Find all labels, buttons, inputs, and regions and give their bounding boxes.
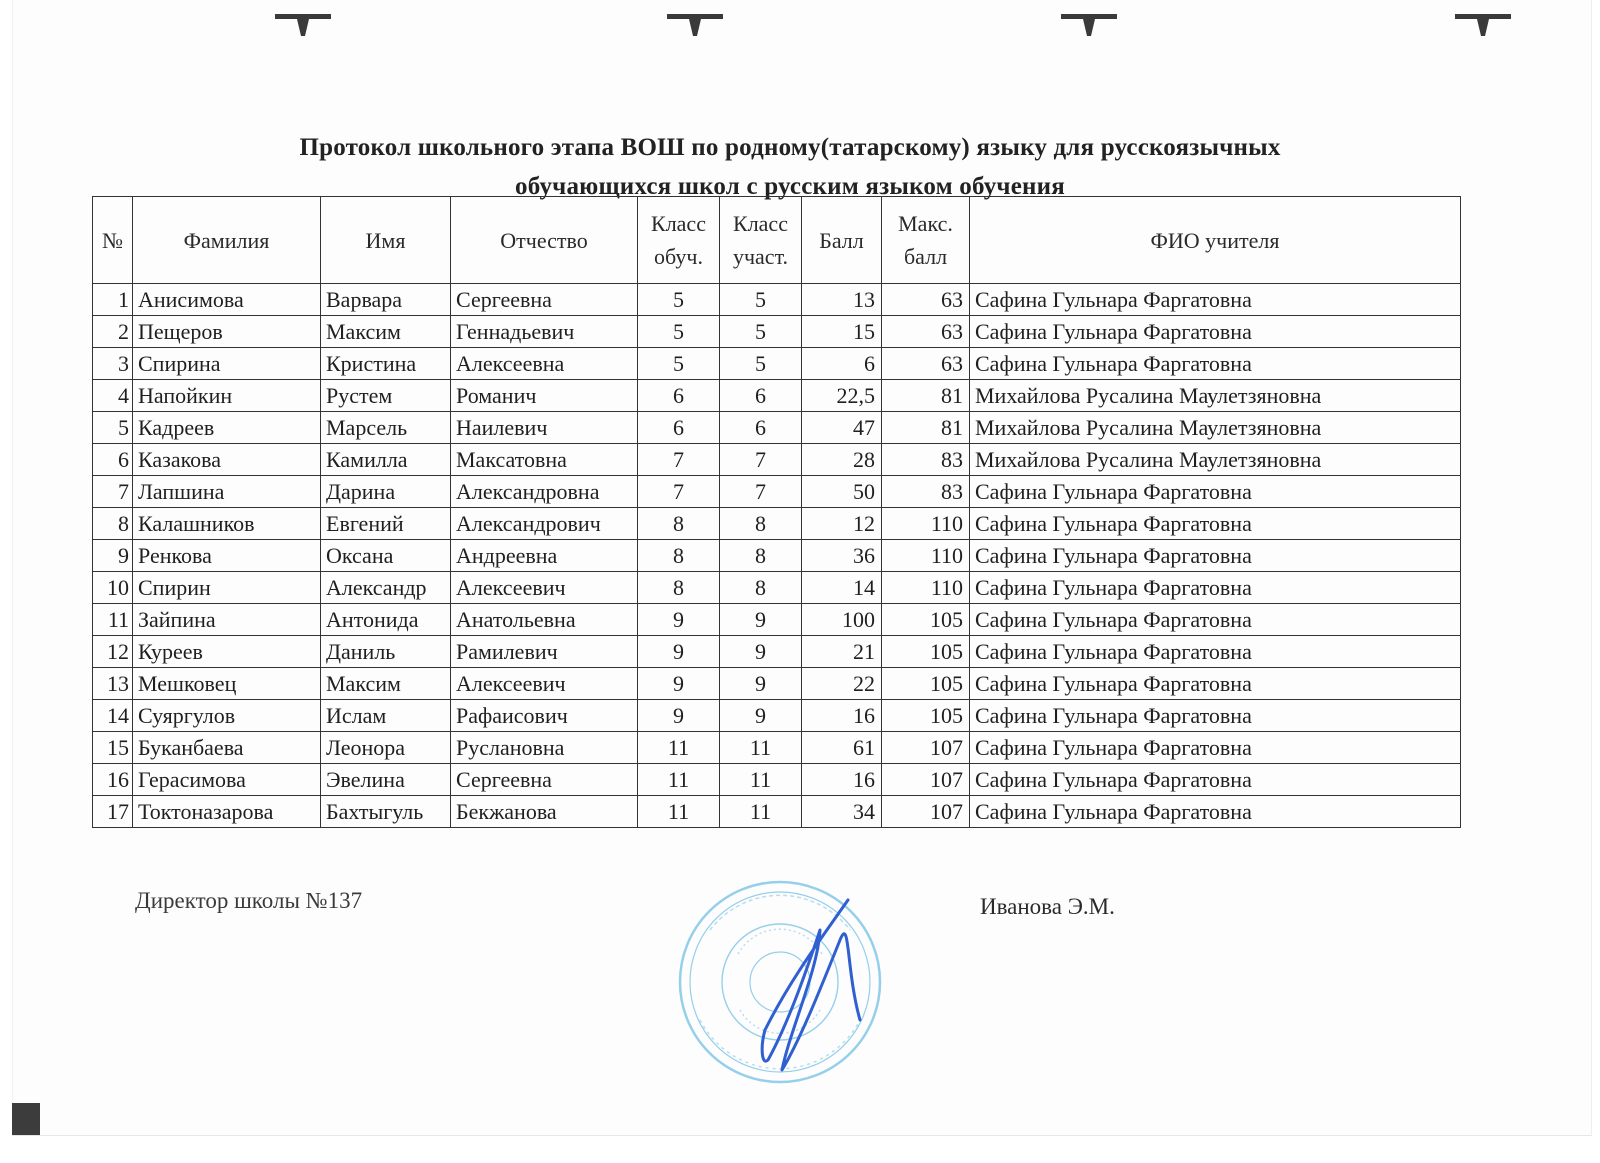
cell-max-score: 107: [882, 732, 970, 764]
cell-no: 6: [93, 444, 133, 476]
cell-max-score: 63: [882, 284, 970, 316]
cell-no: 12: [93, 636, 133, 668]
cell-teacher: Сафина Гульнара Фаргатовна: [970, 700, 1461, 732]
cell-max-score: 110: [882, 540, 970, 572]
cell-surname: Токтоназарова: [133, 796, 321, 828]
results-table: [92, 196, 1461, 828]
cell-patronymic: Алексеевна: [451, 348, 638, 380]
cell-score: 12: [802, 508, 882, 540]
table-row: [93, 316, 1461, 348]
cell-patronymic: Руслановна: [451, 732, 638, 764]
cell-score: 61: [802, 732, 882, 764]
seal-text-marks: [700, 895, 860, 1068]
cell-no: 2: [93, 316, 133, 348]
cell-name: Даниль: [321, 636, 451, 668]
cell-teacher: Сафина Гульнара Фаргатовна: [970, 668, 1461, 700]
cell-patronymic: Бекжанова: [451, 796, 638, 828]
cell-max-score: 105: [882, 604, 970, 636]
cell-patronymic: Александрович: [451, 508, 638, 540]
cell-teacher: Сафина Гульнара Фаргатовна: [970, 572, 1461, 604]
cell-class-study: 5: [638, 284, 720, 316]
cell-name: Александр: [321, 572, 451, 604]
cell-class-participation: 9: [720, 668, 802, 700]
table-header-row: [93, 197, 1461, 284]
cell-name: Максим: [321, 668, 451, 700]
cell-name: Максим: [321, 316, 451, 348]
cell-class-study: 11: [638, 764, 720, 796]
header-class-study: [638, 197, 720, 284]
cell-no: 4: [93, 380, 133, 412]
table-row: [93, 284, 1461, 316]
header-class-participation-line-1: Класс: [733, 211, 788, 236]
cell-surname: Напойкин: [133, 380, 321, 412]
cell-score: 15: [802, 316, 882, 348]
cell-teacher: Сафина Гульнара Фаргатовна: [970, 316, 1461, 348]
cell-score: 36: [802, 540, 882, 572]
cell-surname: Герасимова: [133, 764, 321, 796]
cell-no: 15: [93, 732, 133, 764]
seal-ring: [680, 882, 880, 1082]
document-title: [120, 128, 1460, 206]
cell-max-score: 107: [882, 764, 970, 796]
cell-patronymic: Андреевна: [451, 540, 638, 572]
table-row: [93, 444, 1461, 476]
cell-class-study: 6: [638, 380, 720, 412]
director-name: Иванова Э.М.: [980, 894, 1115, 919]
cell-class-study: 9: [638, 604, 720, 636]
cell-patronymic: Анатольевна: [451, 604, 638, 636]
cell-max-score: 63: [882, 316, 970, 348]
header-no: №: [93, 197, 133, 284]
cell-max-score: 105: [882, 636, 970, 668]
cell-patronymic: Наилевич: [451, 412, 638, 444]
cell-score: 50: [802, 476, 882, 508]
header-teacher: ФИО учителя: [970, 197, 1461, 284]
cell-class-participation: 8: [720, 508, 802, 540]
cell-teacher: Сафина Гульнара Фаргатовна: [970, 636, 1461, 668]
cell-name: Камилла: [321, 444, 451, 476]
cell-teacher: Сафина Гульнара Фаргатовна: [970, 764, 1461, 796]
cell-class-participation: 6: [720, 412, 802, 444]
cell-class-study: 8: [638, 572, 720, 604]
cell-teacher: Сафина Гульнара Фаргатовна: [970, 284, 1461, 316]
cell-score: 6: [802, 348, 882, 380]
cell-patronymic: Романич: [451, 380, 638, 412]
cell-score: 22,5: [802, 380, 882, 412]
table-row: [93, 796, 1461, 828]
cell-surname: Буканбаева: [133, 732, 321, 764]
cell-no: 11: [93, 604, 133, 636]
cell-surname: Калашников: [133, 508, 321, 540]
cell-class-participation: 5: [720, 348, 802, 380]
cell-no: 1: [93, 284, 133, 316]
director-position: Директор школы №137: [135, 888, 363, 913]
cell-class-study: 9: [638, 668, 720, 700]
cell-class-participation: 5: [720, 316, 802, 348]
cell-no: 10: [93, 572, 133, 604]
cell-class-participation: 8: [720, 572, 802, 604]
cell-teacher: Михайлова Русалина Маулетзяновна: [970, 444, 1461, 476]
cell-surname: Анисимова: [133, 284, 321, 316]
cell-class-study: 7: [638, 444, 720, 476]
cell-name: Леонора: [321, 732, 451, 764]
cell-score: 34: [802, 796, 882, 828]
cell-name: Евгений: [321, 508, 451, 540]
binding-mark-3: [1061, 10, 1117, 36]
cell-class-participation: 11: [720, 764, 802, 796]
cell-max-score: 81: [882, 380, 970, 412]
cell-max-score: 105: [882, 668, 970, 700]
cell-name: Бахтыгуль: [321, 796, 451, 828]
cell-no: 16: [93, 764, 133, 796]
cell-name: Дарина: [321, 476, 451, 508]
table-row: [93, 636, 1461, 668]
cell-surname: Лапшина: [133, 476, 321, 508]
cell-class-study: 9: [638, 700, 720, 732]
cell-no: 13: [93, 668, 133, 700]
cell-no: 5: [93, 412, 133, 444]
cell-score: 14: [802, 572, 882, 604]
cell-surname: Куреев: [133, 636, 321, 668]
cell-class-participation: 5: [720, 284, 802, 316]
binding-mark-4: [1455, 10, 1511, 36]
cell-score: 21: [802, 636, 882, 668]
cell-patronymic: Геннадьевич: [451, 316, 638, 348]
header-surname: Фамилия: [133, 197, 321, 284]
cell-max-score: 107: [882, 796, 970, 828]
cell-score: 47: [802, 412, 882, 444]
cell-class-study: 9: [638, 636, 720, 668]
cell-no: 14: [93, 700, 133, 732]
cell-surname: Кадреев: [133, 412, 321, 444]
cell-teacher: Михайлова Русалина Маулетзяновна: [970, 412, 1461, 444]
cell-surname: Спирин: [133, 572, 321, 604]
cell-surname: Спирина: [133, 348, 321, 380]
cell-teacher: Сафина Гульнара Фаргатовна: [970, 604, 1461, 636]
cell-score: 22: [802, 668, 882, 700]
cell-name: Эвелина: [321, 764, 451, 796]
cell-surname: Казакова: [133, 444, 321, 476]
cell-name: Ислам: [321, 700, 451, 732]
table-row: [93, 476, 1461, 508]
cell-teacher: Сафина Гульнара Фаргатовна: [970, 508, 1461, 540]
cell-class-study: 8: [638, 540, 720, 572]
cell-max-score: 83: [882, 476, 970, 508]
cell-patronymic: Александровна: [451, 476, 638, 508]
cell-class-participation: 9: [720, 604, 802, 636]
scan-corner-mark: [12, 1103, 40, 1135]
cell-class-study: 5: [638, 316, 720, 348]
cell-score: 16: [802, 700, 882, 732]
cell-no: 8: [93, 508, 133, 540]
cell-teacher: Сафина Гульнара Фаргатовна: [970, 732, 1461, 764]
cell-class-participation: 11: [720, 796, 802, 828]
cell-class-participation: 6: [720, 380, 802, 412]
cell-patronymic: Сергеевна: [451, 284, 638, 316]
cell-score: 100: [802, 604, 882, 636]
cell-no: 7: [93, 476, 133, 508]
cell-score: 16: [802, 764, 882, 796]
cell-teacher: Сафина Гульнара Фаргатовна: [970, 476, 1461, 508]
header-class-participation-line-2: участ.: [732, 244, 789, 269]
table-row: [93, 380, 1461, 412]
table-row: [93, 732, 1461, 764]
header-max-score-line-1: Макс.: [898, 211, 953, 236]
cell-class-participation: 9: [720, 700, 802, 732]
cell-class-participation: 7: [720, 476, 802, 508]
cell-name: Кристина: [321, 348, 451, 380]
cell-class-study: 7: [638, 476, 720, 508]
cell-class-participation: 8: [720, 540, 802, 572]
cell-surname: Суяргулов: [133, 700, 321, 732]
table-row: [93, 412, 1461, 444]
cell-surname: Зайпина: [133, 604, 321, 636]
header-score: Балл: [802, 197, 882, 284]
cell-no: 9: [93, 540, 133, 572]
cell-teacher: Сафина Гульнара Фаргатовна: [970, 540, 1461, 572]
cell-no: 17: [93, 796, 133, 828]
cell-surname: Пещеров: [133, 316, 321, 348]
table-row: [93, 540, 1461, 572]
cell-class-study: 11: [638, 732, 720, 764]
cell-name: Оксана: [321, 540, 451, 572]
binding-mark-2: [667, 10, 723, 36]
title-line-1: Протокол школьного этапа ВОШ по родному(татарскому) языку для русскоязычных: [299, 134, 1281, 161]
cell-max-score: 83: [882, 444, 970, 476]
cell-class-study: 6: [638, 412, 720, 444]
cell-teacher: Сафина Гульнара Фаргатовна: [970, 348, 1461, 380]
cell-patronymic: Алексеевич: [451, 668, 638, 700]
cell-max-score: 110: [882, 508, 970, 540]
cell-score: 13: [802, 284, 882, 316]
cell-patronymic: Рамилевич: [451, 636, 638, 668]
header-class-study-line-2: обуч.: [654, 244, 703, 269]
cell-class-participation: 7: [720, 444, 802, 476]
cell-class-participation: 11: [720, 732, 802, 764]
cell-surname: Мешковец: [133, 668, 321, 700]
cell-teacher: Михайлова Русалина Маулетзяновна: [970, 380, 1461, 412]
cell-class-study: 11: [638, 796, 720, 828]
header-class-participation: [720, 197, 802, 284]
cell-surname: Ренкова: [133, 540, 321, 572]
cell-max-score: 110: [882, 572, 970, 604]
cell-no: 3: [93, 348, 133, 380]
table-row: [93, 572, 1461, 604]
cell-max-score: 105: [882, 700, 970, 732]
cell-name: Марсель: [321, 412, 451, 444]
header-class-study-line-1: Класс: [651, 211, 706, 236]
cell-score: 28: [802, 444, 882, 476]
cell-name: Варвара: [321, 284, 451, 316]
table-row: [93, 604, 1461, 636]
header-max-score-line-2: балл: [903, 244, 948, 269]
table-row: [93, 508, 1461, 540]
cell-name: Антонида: [321, 604, 451, 636]
cell-class-study: 5: [638, 348, 720, 380]
table-row: [93, 348, 1461, 380]
seal-stamp: [670, 870, 900, 1085]
cell-max-score: 63: [882, 348, 970, 380]
table-row: [93, 700, 1461, 732]
table-row: [93, 668, 1461, 700]
binding-mark-1: [275, 10, 331, 36]
header-name: Имя: [321, 197, 451, 284]
header-max-score: [882, 197, 970, 284]
cell-class-participation: 9: [720, 636, 802, 668]
cell-patronymic: Сергеевна: [451, 764, 638, 796]
title-line-2: обучающихся школ с русским языком обучения: [515, 173, 1065, 200]
cell-patronymic: Максатовна: [451, 444, 638, 476]
table-row: [93, 764, 1461, 796]
cell-name: Рустем: [321, 380, 451, 412]
header-patronymic: Отчество: [451, 197, 638, 284]
cell-patronymic: Алексеевич: [451, 572, 638, 604]
cell-patronymic: Рафаисович: [451, 700, 638, 732]
cell-class-study: 8: [638, 508, 720, 540]
cell-teacher: Сафина Гульнара Фаргатовна: [970, 796, 1461, 828]
cell-max-score: 81: [882, 412, 970, 444]
